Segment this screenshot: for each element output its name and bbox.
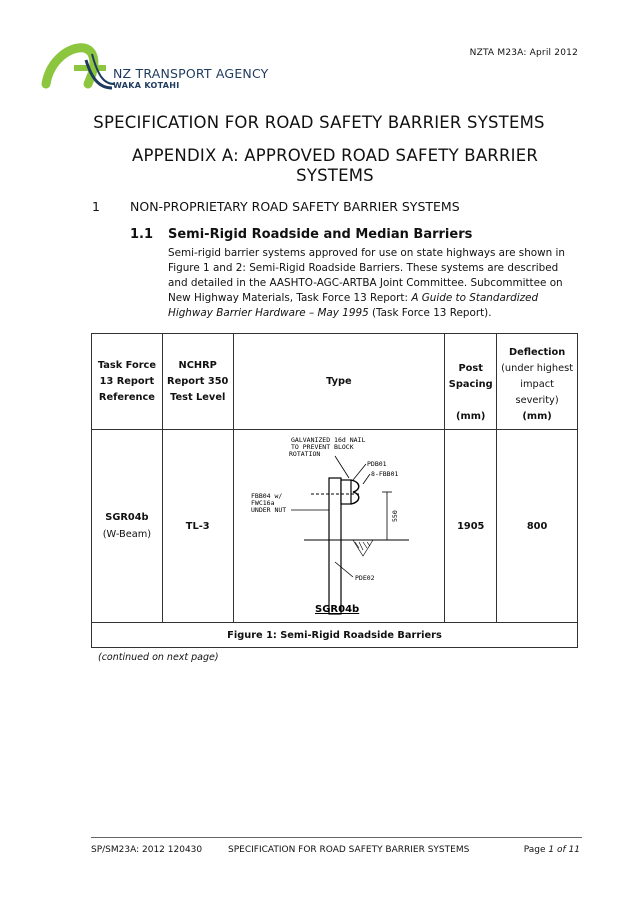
svg-text:TO PREVENT BLOCK: TO PREVENT BLOCK — [290, 443, 354, 451]
figure-caption: Figure 1: Semi-Rigid Roadside Barriers — [92, 623, 578, 648]
footer-title: SPECIFICATION FOR ROAD SAFETY BARRIER SYSTEMS — [228, 845, 470, 855]
continued-note: (continued on next page) — [98, 652, 219, 663]
svg-text:PDE02: PDE02 — [354, 574, 375, 582]
intro-paragraph: Semi-rigid barrier systems approved for use on state highways are shown in Figure 1 and 2: Semi-Rigid Roadside Barriers. These systems are described and detailed in the AASHTO-AGC-ARTBA Joint Committee. Subcommittee on New Highway Materials, Task Force 13 Report: A Guide to Standardized Highway Barrier Hardware – May 1995 (Task Force 13 Report). — [168, 247, 566, 319]
footer-doc-code: SP/SM23A: 2012 120430 — [91, 845, 203, 855]
header-task-force: Task Force 13 Report Reference — [92, 334, 163, 430]
sgr04b-drawing — [249, 432, 429, 620]
cell-drawing — [233, 430, 445, 623]
table-header-row — [92, 334, 578, 430]
subsection-title: Semi-Rigid Roadside and Median Barriers — [168, 227, 473, 242]
agency-name: NZ TRANSPORT AGENCY — [113, 66, 269, 81]
cell-reference: SGR04b (W-Beam) — [92, 430, 163, 623]
svg-text:FBB04 w/: FBB04 w/ — [250, 492, 283, 500]
agency-subtitle: WAKA KOTAHI — [113, 81, 180, 90]
cell-test-level: TL-3 — [162, 430, 233, 623]
table-row — [92, 430, 578, 623]
header-post-spacing: Post Spacing (mm) — [445, 334, 497, 430]
document-title: SPECIFICATION FOR ROAD SAFETY BARRIER SYSTEMS — [93, 113, 545, 132]
svg-text:8-FBB01: 8-FBB01 — [370, 470, 399, 478]
svg-text:FWC16a: FWC16a — [250, 499, 275, 507]
table-caption-row — [92, 623, 578, 648]
document-reference: NZTA M23A: April 2012 — [469, 48, 578, 58]
svg-text:SGR04b: SGR04b — [314, 604, 360, 615]
header-deflection: Deflection (under highest impact severity) (mm) — [497, 334, 578, 430]
section-number: 1 — [92, 199, 100, 214]
section-title: NON-PROPRIETARY ROAD SAFETY BARRIER SYSTEMS — [130, 199, 460, 214]
header-type: Type — [233, 334, 445, 430]
appendix-title: APPENDIX A: APPROVED ROAD SAFETY BARRIER SYSTEMS — [132, 146, 538, 185]
cell-deflection: 800 — [497, 430, 578, 623]
svg-text:ROTATION: ROTATION — [288, 450, 321, 458]
footer-divider — [91, 837, 582, 838]
subsection-number: 1.1 — [130, 227, 154, 242]
svg-text:UNDER NUT: UNDER NUT — [250, 506, 287, 514]
svg-text:GALVANIZED 16d NAIL: GALVANIZED 16d NAIL — [290, 436, 366, 444]
header-nchrp: NCHRP Report 350 Test Level — [162, 334, 233, 430]
svg-text:PDB01: PDB01 — [366, 460, 387, 468]
footer-page-number: Page 1 of 11 — [523, 845, 580, 855]
barrier-table — [91, 333, 578, 648]
svg-text:550: 550 — [390, 510, 399, 522]
cell-post-spacing: 1905 — [445, 430, 497, 623]
